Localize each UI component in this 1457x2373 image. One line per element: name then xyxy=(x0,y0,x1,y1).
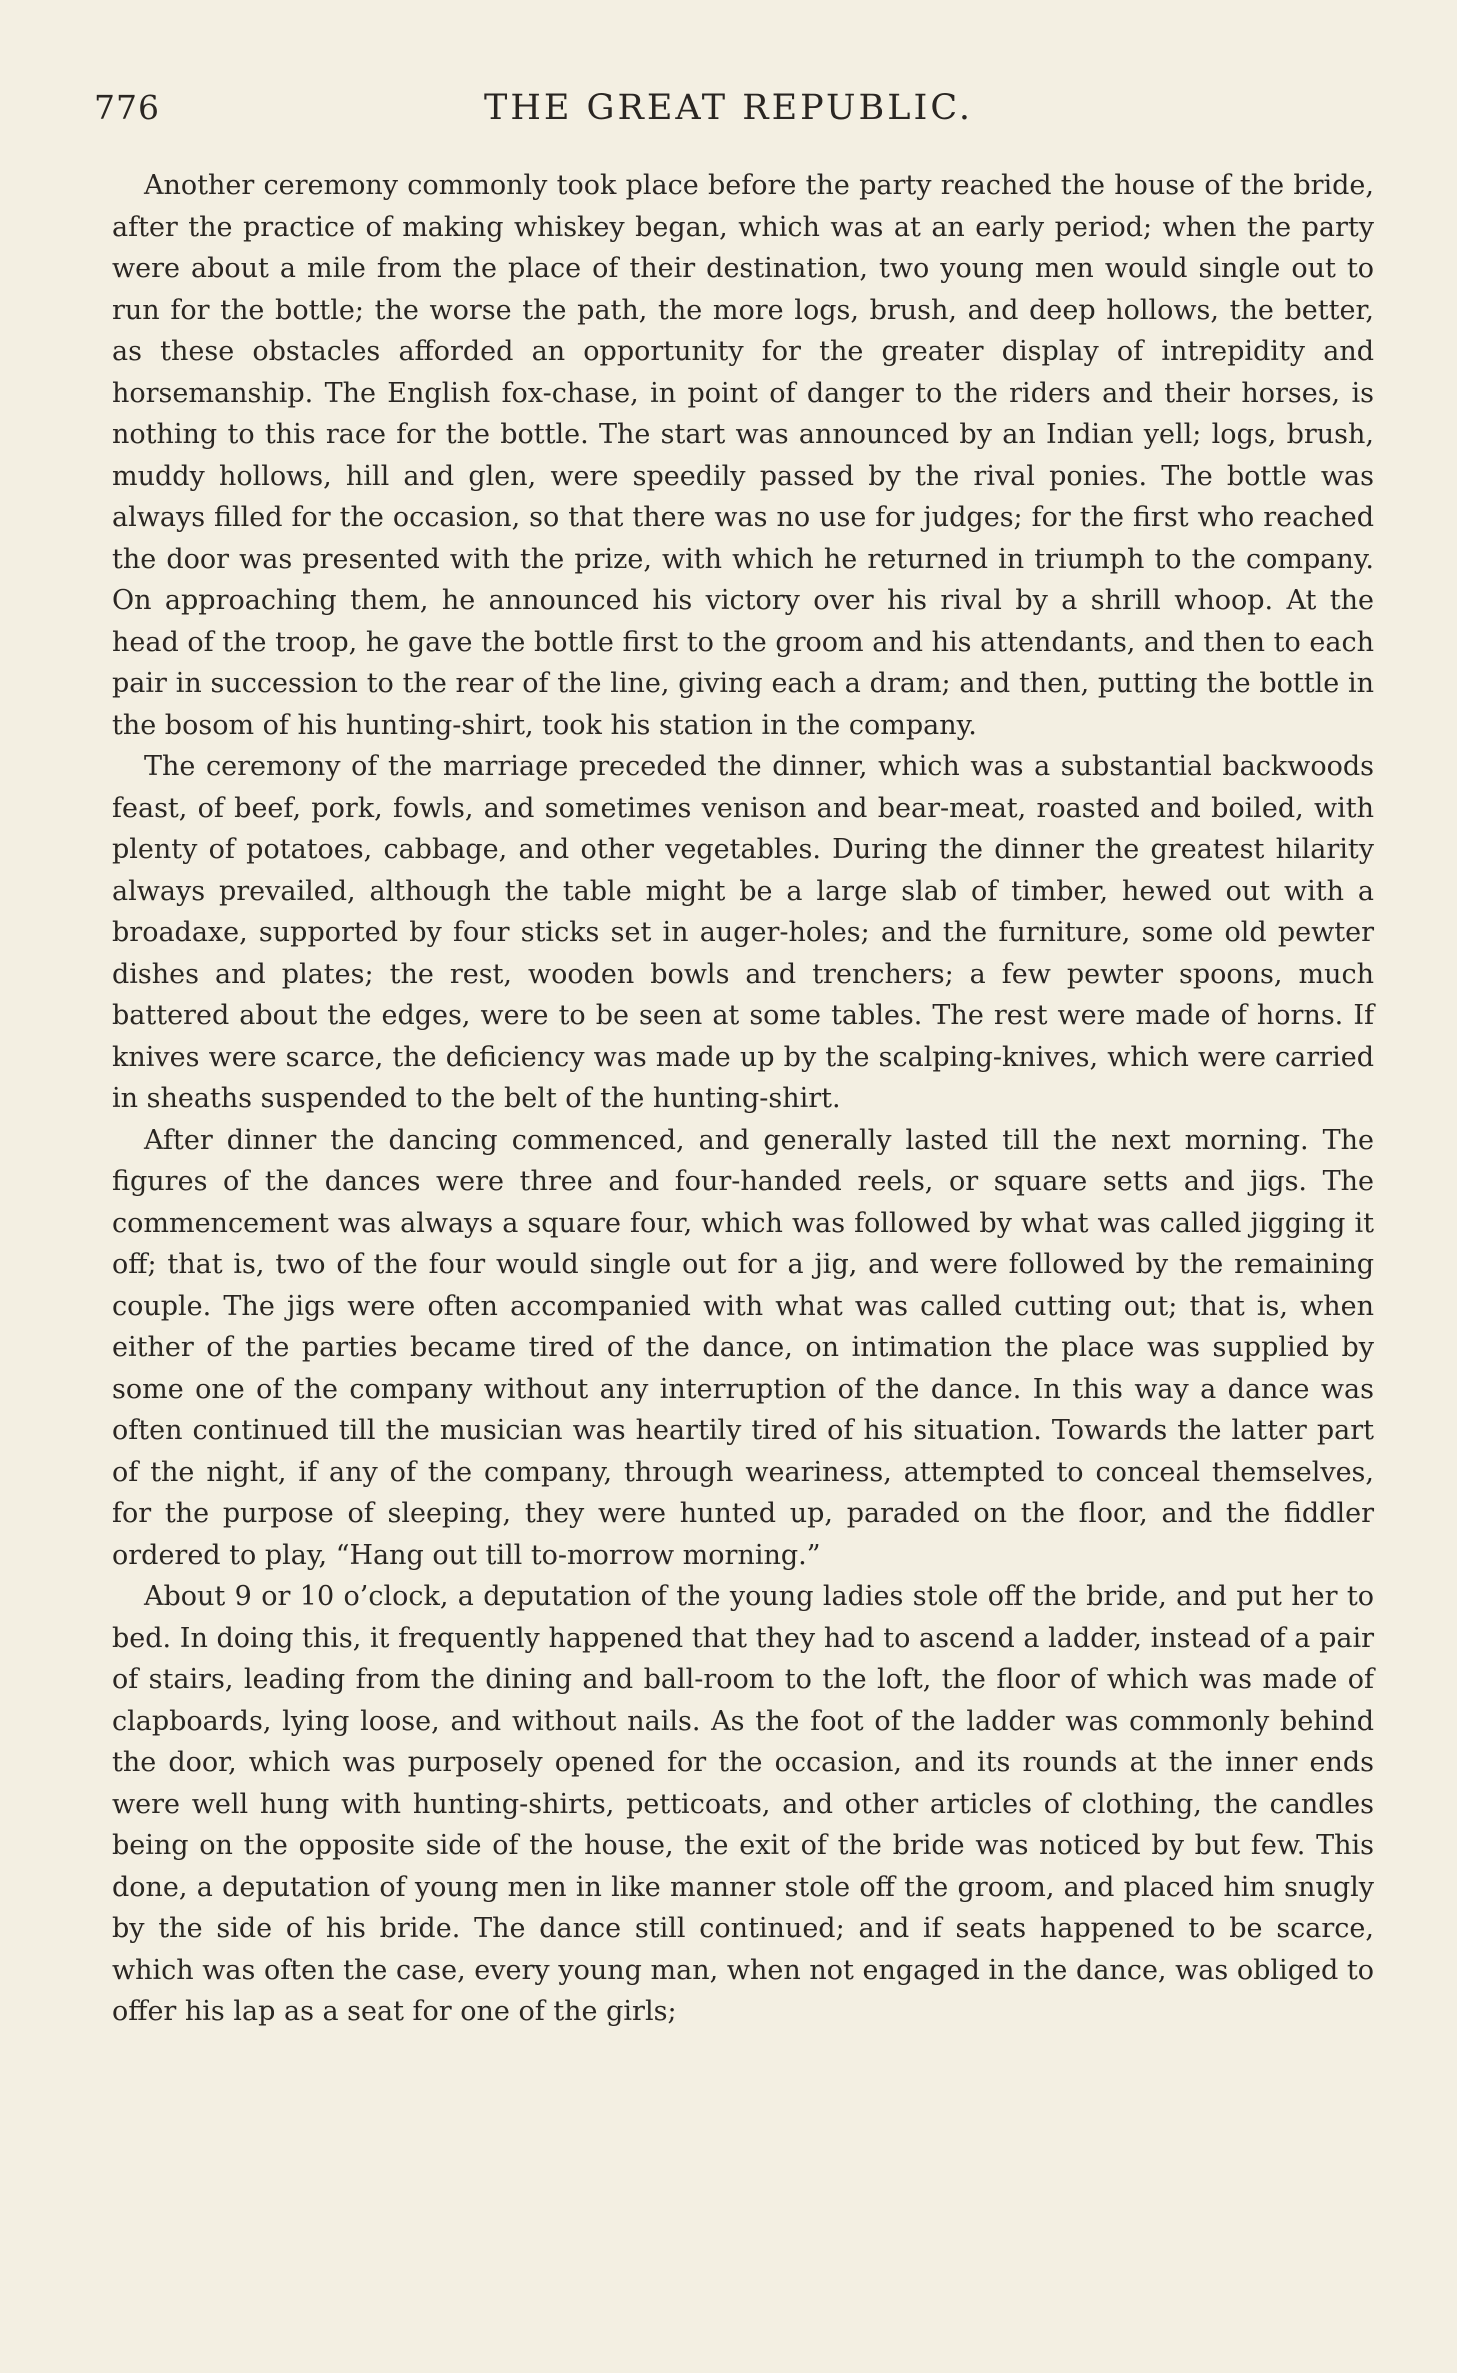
running-head: THE GREAT REPUBLIC. xyxy=(483,88,973,128)
paragraph: The ceremony of the marriage preceded the dinner, which was a substantial backwoods feast, of beef, pork, fowls, and sometimes venison and bear-meat, roasted and boiled, with plenty of potatoes, cabbage, and other vegetables. During the dinner the greatest hilarity always prevailed, although the table might be a large slab of timber, hewed out with a broadaxe, supported by four sticks set in auger-holes; and the furniture, some old pewter dishes and plates; the rest, wooden bowls and trenchers; a few pewter spoons, much battered about the edges, were to be seen at some tables. The rest were made of horns. If knives were scarce, the deficiency was made up by the scalping-knives, which were carried in sheaths suspended to the belt of the hunting-shirt. xyxy=(112,751,1374,1114)
paragraph: After dinner the dancing commenced, and generally lasted till the next morning. The figures of the dances were three and four-handed reels, or square setts and jigs. The commencement was always a square four, which was followed by what was called jigging it off; that is, two of the four would single out for a jig, and were followed by the remaining couple. The jigs were often accompanied with what was called cutting out; that is, when either of the parties became tired of the dance, on intimation the place was supplied by some one of the company without any interruption of the dance. In this way a dance was often continued till the musician was heartily tired of his situation. Towards the latter part of the night, if any of the company, through weariness, attempted to conceal themselves, for the purpose of sleeping, they were hunted up, paraded on the floor, and the fiddler ordered to play, “Hang out till to-morrow morning.” xyxy=(112,1124,1374,1571)
page-header xyxy=(94,88,1363,138)
paragraph: Another ceremony commonly took place before the party reached the house of the bride, after the practice of making whiskey began, which was at an early period; when the party were about a mile from the place of their destination, two young men would single out to run for the bottle; the worse the path, the more logs, brush, and deep hollows, the better, as these obstacles afforded an opportunity for the greater display of intrepidity and horsemanship. The English fox-chase, in point of danger to the riders and their horses, is nothing to this race for the bottle. The start was announced by an Indian yell; logs, brush, muddy hollows, hill and glen, were speedily passed by the rival ponies. The bottle was always filled for the occasion, so that there was no use for judges; for the first who reached the door was presented with the prize, with which he returned in triumph to the company. On approaching them, he announced his victory over his rival by a shrill whoop. At the head of the troop, he gave the bottle first to the groom and his attendants, and then to each pair in succession to the rear of the line, giving each a dram; and then, putting the bottle in the bosom of his hunting-shirt, took his station in the company. xyxy=(112,170,1374,741)
page-number: 776 xyxy=(94,88,160,127)
body-text xyxy=(112,165,1374,2033)
paragraph: About 9 or 10 o’clock, a deputation of the young ladies stole off the bride, and put her to bed. In doing this, it frequently happened that they had to ascend a ladder, instead of a pair of stairs, leading from the dining and ball-room to the loft, the floor of which was made of clapboards, lying loose, and without nails. As the foot of the ladder was commonly behind the door, which was purposely opened for the occasion, and its rounds at the inner ends were well hung with hunting-shirts, petticoats, and other articles of clothing, the candles being on the opposite side of the house, the exit of the bride was noticed by but few. This done, a deputation of young men in like manner stole off the groom, and placed him snugly by the side of his bride. The dance still continued; and if seats happened to be scarce, which was often the case, every young man, when not engaged in the dance, was obliged to offer his lap as a seat for one of the girls; xyxy=(112,1581,1374,2027)
